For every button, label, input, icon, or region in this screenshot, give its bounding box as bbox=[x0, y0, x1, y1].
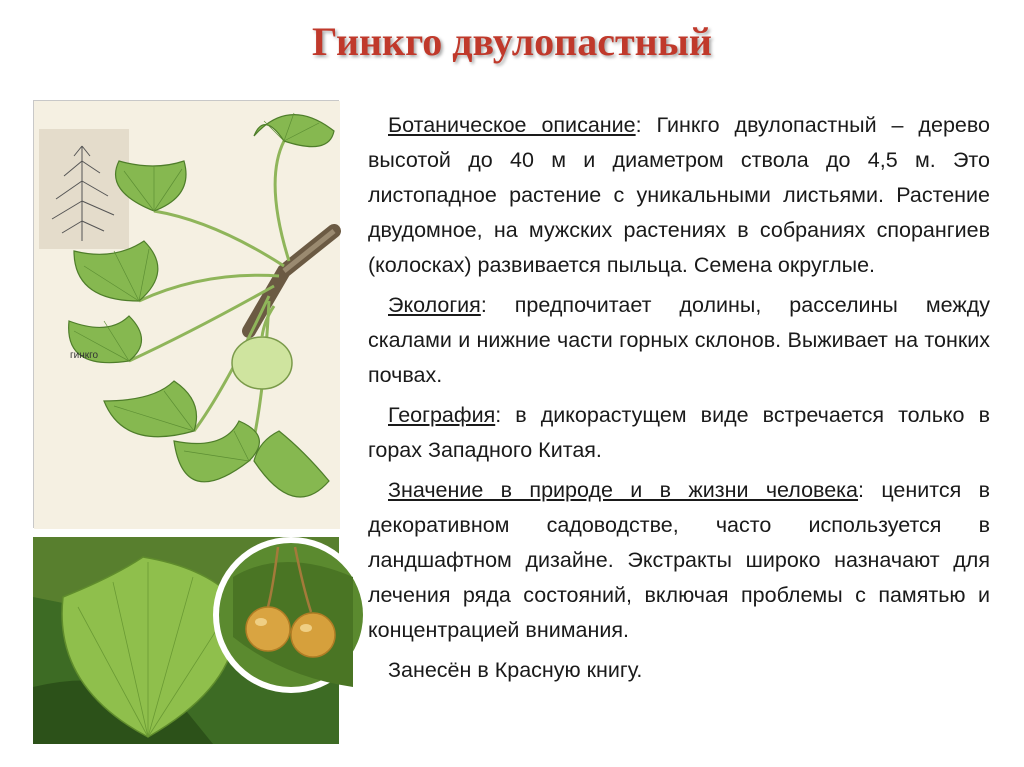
ginkgo-branch-drawing bbox=[34, 101, 340, 529]
term-botanical: Ботаническое описание bbox=[388, 113, 636, 137]
text-geography: : в дикорастущем виде встречается только в горах Западного Китая. bbox=[368, 403, 990, 462]
fruit-icon bbox=[291, 613, 335, 657]
paragraph-ecology bbox=[368, 288, 990, 393]
paragraph-significance bbox=[368, 473, 990, 648]
seed-icon bbox=[232, 337, 292, 389]
term-ecology: Экология bbox=[388, 293, 481, 317]
paragraph-geography bbox=[368, 398, 990, 468]
slide-title: Гинкго двулопастный bbox=[312, 19, 712, 64]
ginkgo-leaves-photo bbox=[33, 537, 339, 744]
text-red-book: Занесён в Красную книгу. bbox=[388, 658, 643, 682]
description-text bbox=[368, 108, 990, 693]
paragraph-botanical bbox=[368, 108, 990, 283]
text-ecology: : предпочитает долины, расселины между скалами и нижние части горных склонов. Выживает на тонких почвах. bbox=[368, 293, 990, 387]
ginkgo-illustration bbox=[33, 100, 339, 528]
term-significance: Значение в природе и в жизни человека bbox=[388, 478, 859, 502]
ginkgo-photo bbox=[33, 537, 339, 744]
text-significance: : ценится в декоративном садоводстве, часто используется в ландшафтном дизайне. Экстракты широко назначают для лечения ряда состояний, включая проблемы с памятью и концентрацией внимания. bbox=[368, 478, 990, 642]
text-botanical: : Гинкго двулопастный – дерево высотой до 40 м и диаметром ствола до 4,5 м. Это листопадное растение с уникальными листьями. Растение двудомное, на мужских растениях в собраниях спорангиев (колосках) развивается пыльца. Семена округлые. bbox=[368, 113, 990, 277]
term-geography: География bbox=[388, 403, 496, 427]
fruit-icon bbox=[246, 607, 290, 651]
paragraph-red-book bbox=[368, 653, 990, 688]
tree-label: гинкго bbox=[70, 350, 99, 361]
